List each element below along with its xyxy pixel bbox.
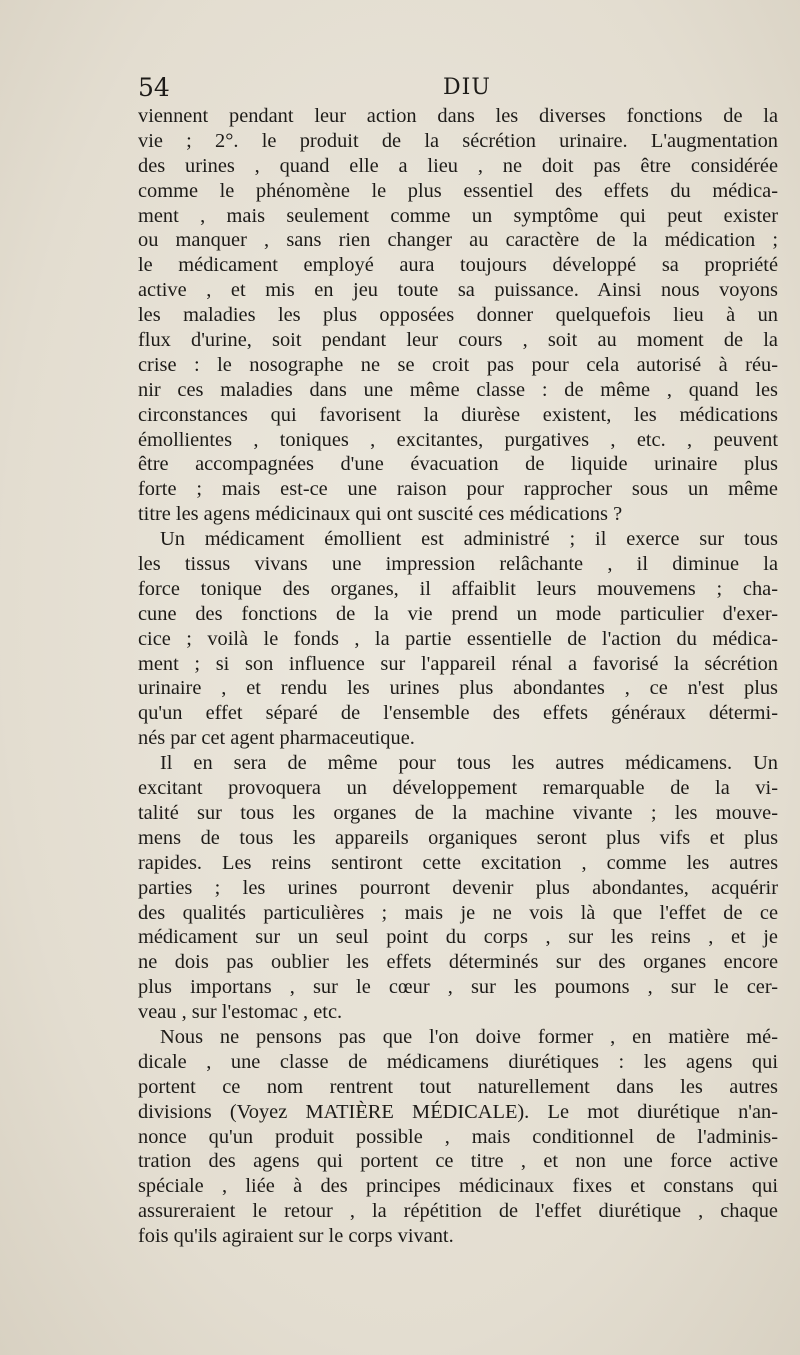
text-line: force tonique des organes, il affaiblit leurs mouvemens ; cha- [138,577,778,600]
text-line: Un médicament émollient est administré ; il exerce sur tous [160,528,778,551]
paragraph [138,527,778,751]
text-line: viennent pendant leur action dans les diverses fonctions de la [138,105,778,127]
text-line: qu'un effet séparé de l'ensemble des effets généraux détermi- [138,702,778,725]
text-line: divisions (Voyez MATIÈRE MÉDICALE). Le mot diurétique n'an- [138,1100,778,1123]
page-number: 54 [138,73,170,102]
text-line: comme le phénomène le plus essentiel des effets du médica- [138,179,778,202]
text-line: le médicament employé aura toujours développé sa propriété [138,254,778,277]
text-line: vie ; 2°. le produit de la sécrétion urinaire. L'augmentation [138,129,778,152]
text-line: circonstances qui favorisent la diurèse existent, les médications [138,403,778,426]
running-head: DIU [443,75,491,100]
text-line: ment ; si son influence sur l'appareil rénal a favorisé la sécrétion [138,652,778,675]
text-line: ou manquer , sans rien changer au caractère de la médication ; [138,229,778,252]
text-line: les maladies les plus opposées donner quelquefois lieu à un [138,304,778,327]
text-line: cice ; voilà le fonds , la partie essentielle de l'action du médica- [138,627,778,650]
text-line: flux d'urine, soit pendant leur cours , soit au moment de la [138,329,778,352]
text-line: crise : le nosographe ne se croit pas pour cela autorisé à réu- [138,353,778,376]
text-line: ne dois pas oublier les effets déterminés sur des organes encore [138,951,778,974]
text-line: fois qu'ils agiraient sur le corps vivant. [138,1225,454,1248]
paragraph [138,1025,778,1249]
text-line: des urines , quand elle a lieu , ne doit pas être considérée [138,154,778,177]
paragraph [138,104,778,527]
text-line: parties ; les urines pourront devenir plus abondantes, acquérir [138,876,778,899]
paragraph [138,751,778,1025]
text-line: être accompagnées d'une évacuation de liquide urinaire plus [138,453,778,476]
text-line: Nous ne pensons pas que l'on doive former , en matière mé- [160,1025,778,1048]
text-line: nonce qu'un produit possible , mais conditionnel de l'adminis- [138,1125,778,1148]
text-line: titre les agens médicinaux qui ont suscité ces médications ? [138,503,623,526]
text-line: Il en sera de même pour tous les autres médicamens. Un [160,752,778,775]
text-line: émollientes , toniques , excitantes, purgatives , etc. , peuvent [138,428,778,451]
text-line: les tissus vivans une impression relâchante , il diminue la [138,553,778,576]
text-line: tration des agens qui portent ce titre , et non une force active [138,1150,778,1173]
text-line: médicament sur un seul point du corps , sur les reins , et je [138,926,778,949]
text-line: nés par cet agent pharmaceutique. [138,727,415,750]
body-text [138,104,778,1249]
page-header [138,70,778,106]
text-line: veau , sur l'estomac , etc. [138,1001,343,1024]
text-line: ment , mais seulement comme un symptôme qui peut exister [138,204,778,227]
text-line: excitant provoquera un développement remarquable de la vi- [138,777,778,800]
text-line: cune des fonctions de la vie prend un mode particulier d'exer- [138,602,778,625]
text-line: des qualités particulières ; mais je ne vois là que l'effet de ce [138,901,778,924]
text-line: nir ces maladies dans une même classe : de même , quand les [138,378,778,401]
text-line: active , et mis en jeu toute sa puissance. Ainsi nous voyons [138,279,778,302]
text-line: rapides. Les reins sentiront cette excitation , comme les autres [138,851,778,874]
text-line: plus importans , sur le cœur , sur les poumons , sur le cer- [138,976,778,999]
text-line: forte ; mais est-ce une raison pour rapprocher sous un même [138,478,778,501]
text-line: mens de tous les appareils organiques seront plus vifs et plus [138,826,778,849]
text-line: assureraient le retour , la répétition de l'effet diurétique , chaque [138,1200,778,1223]
text-line: talité sur tous les organes de la machine vivante ; les mouve- [138,801,778,824]
text-line: urinaire , et rendu les urines plus abondantes , ce n'est plus [138,677,778,700]
text-line: spéciale , liée à des principes médicinaux fixes et constans qui [138,1175,778,1198]
text-line: dicale , une classe de médicamens diurétiques : les agens qui [138,1050,778,1073]
text-line: portent ce nom rentrent tout naturellement dans les autres [138,1075,778,1098]
